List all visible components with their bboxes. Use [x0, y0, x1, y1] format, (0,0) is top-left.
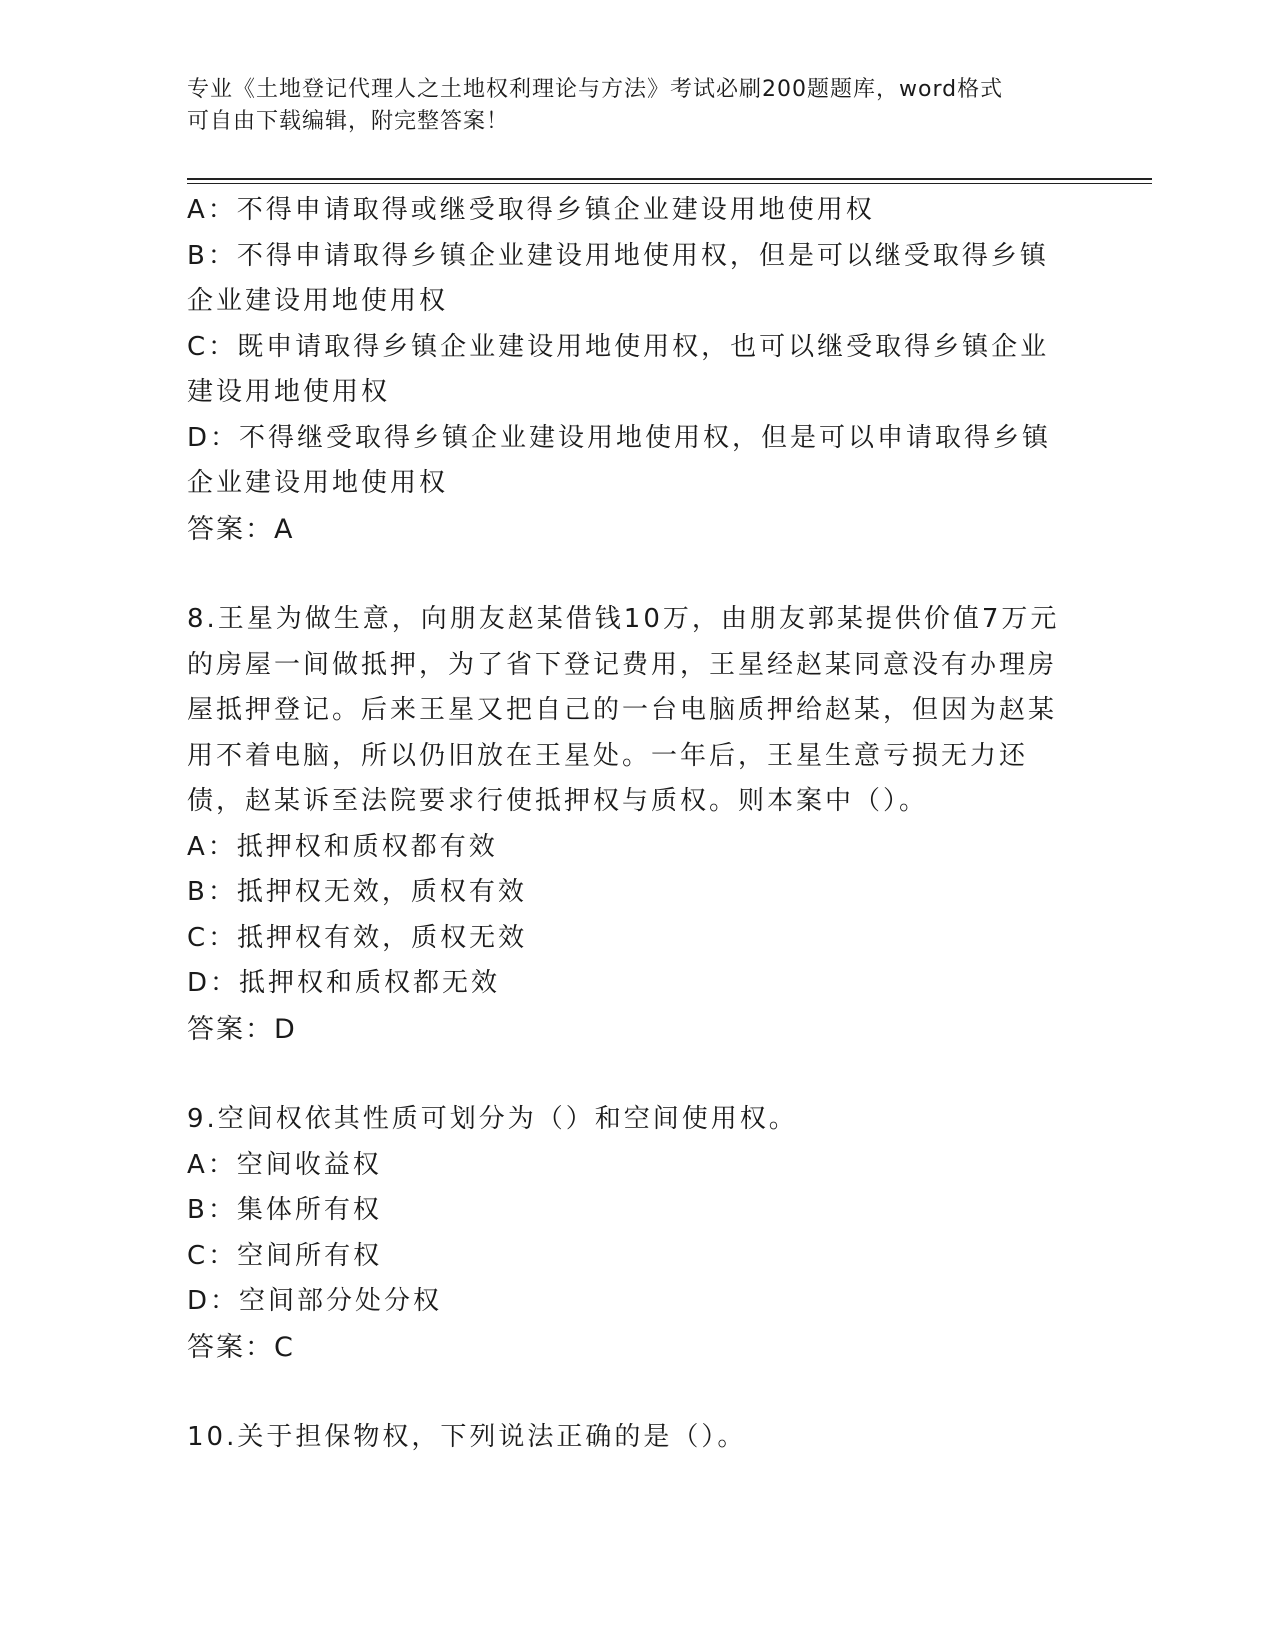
question-8-option-c: C：抵押权有效，质权无效 — [187, 922, 528, 953]
question-8-option-b: B：抵押权无效，质权有效 — [187, 877, 527, 907]
question-8-block — [187, 597, 1067, 1052]
question-8-text: 8.王星为做生意，向朋友赵某借钱10万，由朋友郭某提供价值7万元的房屋一间做抵押，为了省下登记费用，王星经赵某同意没有办理房屋抵押登记。后来王星又把自己的一台电脑质押给赵某，但因为赵某用不着电脑，所以仍旧放在王星处。一年后，王星生意亏损无力还债，赵某诉至法院要求行使抵押权与质权。则本案中（）。 — [187, 604, 1060, 816]
header-title-line-1: 专业《土地登记代理人之土地权利理论与方法》考试必刷200题题库，word格式 — [187, 77, 1004, 102]
spacer — [187, 1370, 1067, 1415]
question-9-option-c: C：空间所有权 — [187, 1240, 383, 1271]
question-8-option-d: D：抵押权和质权都无效 — [187, 968, 501, 998]
question-9-text: 9.空间权依其性质可划分为（）和空间使用权。 — [187, 1104, 798, 1134]
question-9-block — [187, 1097, 1067, 1370]
question-list — [187, 188, 1067, 1461]
document-header — [187, 74, 1067, 138]
question-9-answer: 答案：C — [187, 1331, 295, 1363]
header-divider-thick — [187, 178, 1152, 180]
question-7-option-a: A：不得申请取得或继受取得乡镇企业建设用地使用权 — [187, 195, 875, 225]
question-7-block — [187, 188, 1067, 552]
question-8-answer: 答案：D — [187, 1013, 297, 1045]
question-10-text: 10.关于担保物权，下列说法正确的是（）。 — [187, 1422, 747, 1452]
question-7-option-d: D：不得继受取得乡镇企业建设用地使用权，但是可以申请取得乡镇企业建设用地使用权 — [187, 422, 1052, 498]
question-7-answer: 答案：A — [187, 513, 295, 545]
header-title-line-2: 可自由下载编辑，附完整答案！ — [187, 109, 510, 134]
spacer — [187, 552, 1067, 597]
header-divider-thin — [187, 183, 1152, 184]
question-10-block — [187, 1415, 1067, 1461]
question-7-option-c: C：既申请取得乡镇企业建设用地使用权，也可以继受取得乡镇企业建设用地使用权 — [187, 331, 1050, 407]
question-8-option-a: A：抵押权和质权都有效 — [187, 831, 498, 862]
question-9-option-d: D：空间部分处分权 — [187, 1286, 443, 1316]
question-9-option-b: B：集体所有权 — [187, 1195, 382, 1225]
question-9-option-a: A：空间收益权 — [187, 1149, 382, 1180]
spacer — [187, 1052, 1067, 1097]
question-7-option-b: B：不得申请取得乡镇企业建设用地使用权，但是可以继受取得乡镇企业建设用地使用权 — [187, 240, 1049, 316]
